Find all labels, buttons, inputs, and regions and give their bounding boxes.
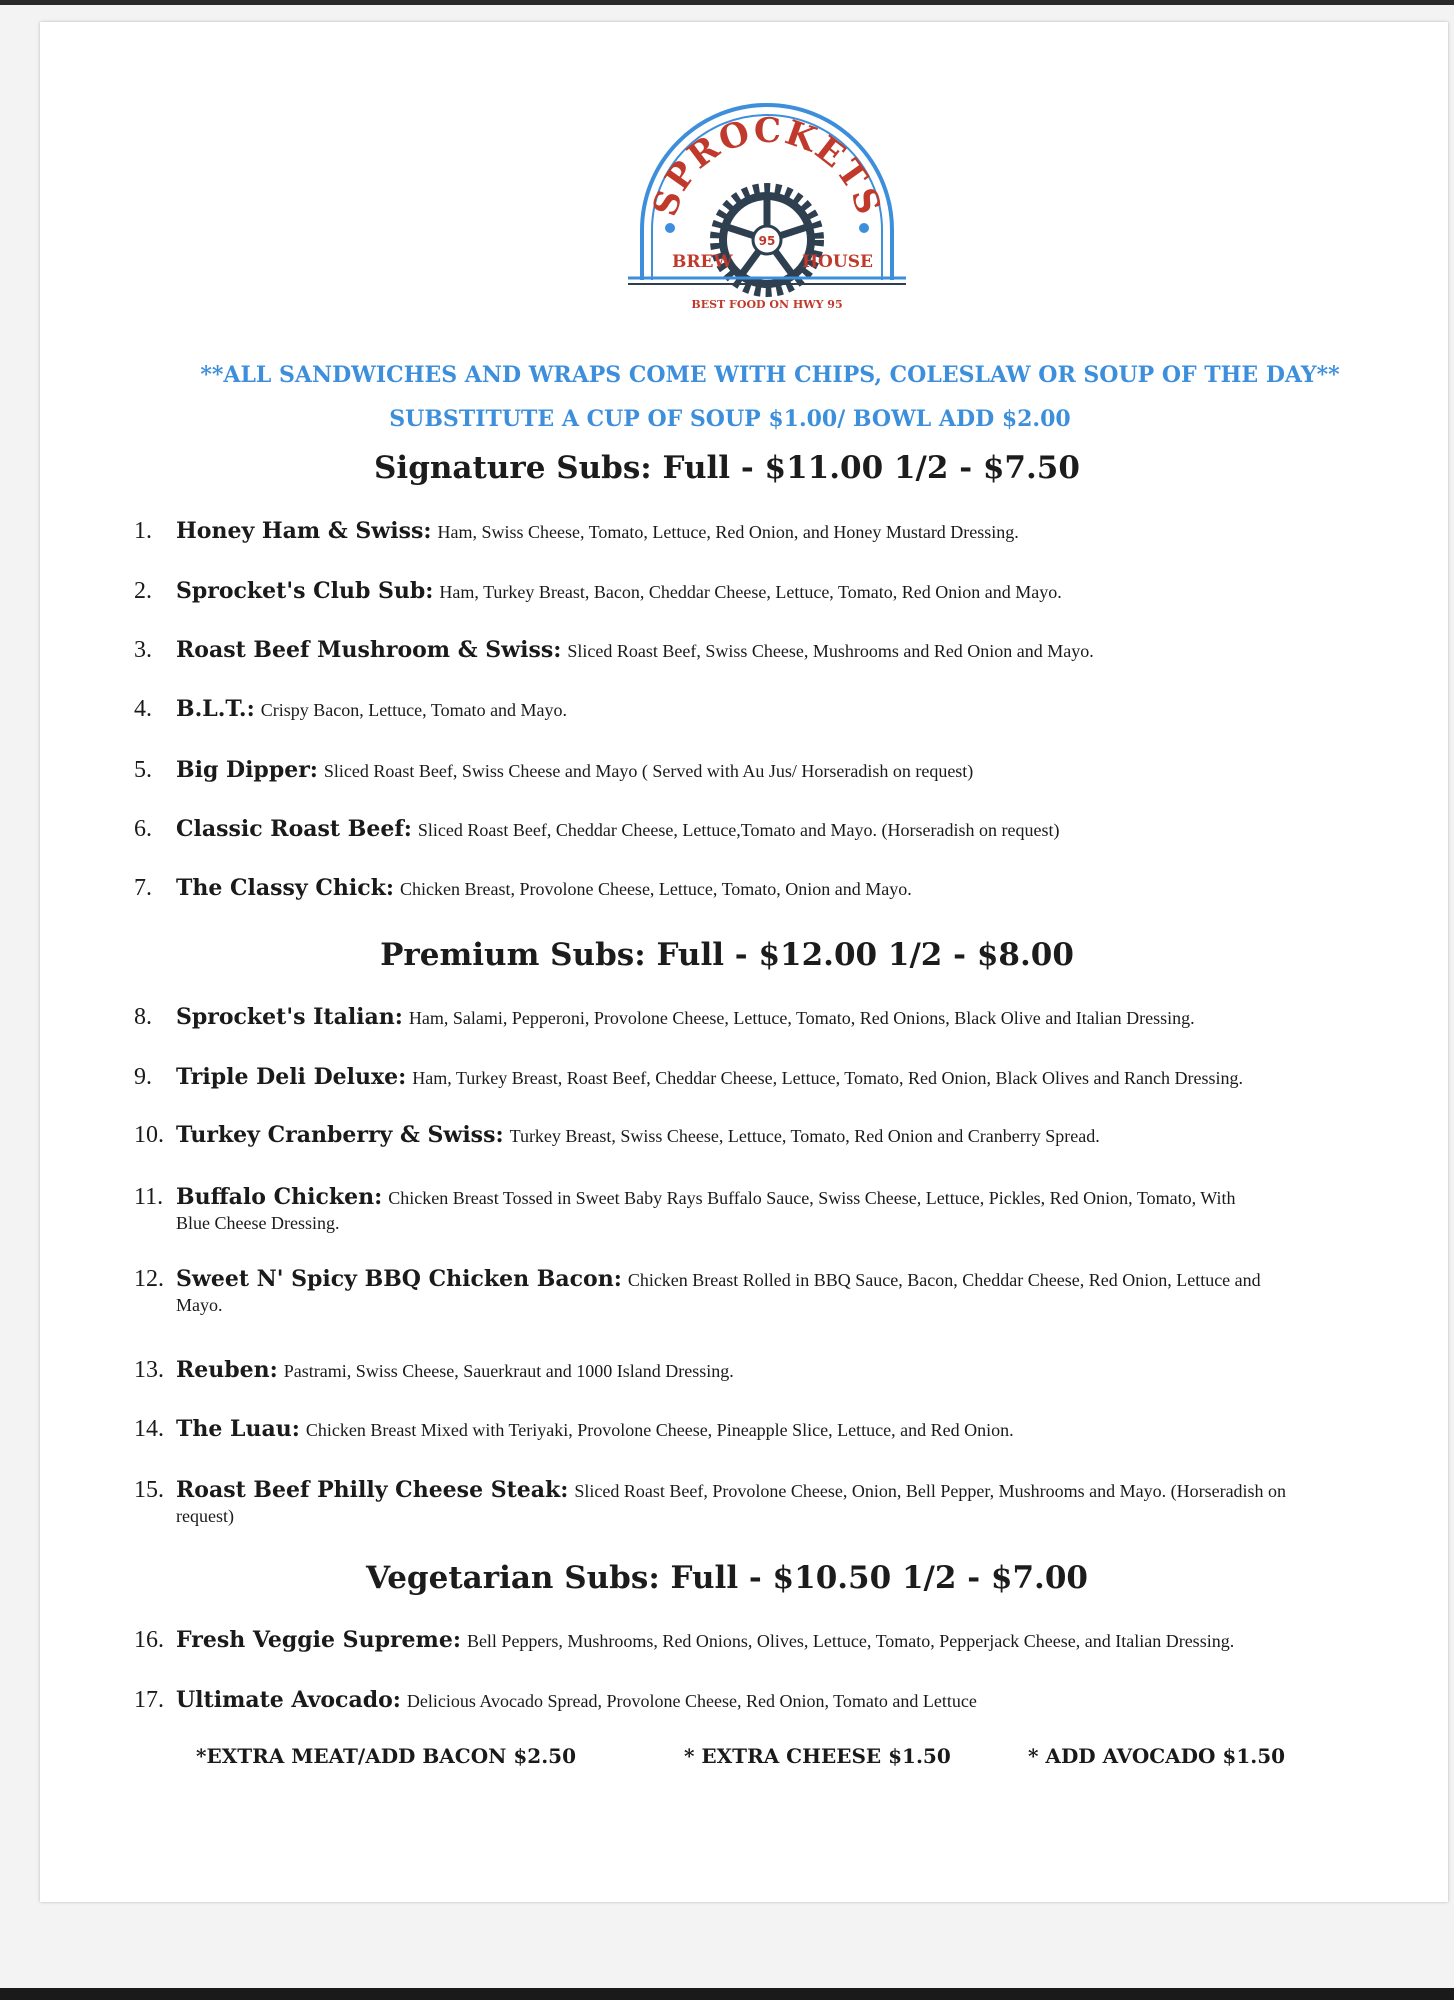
item-number: 10.: [134, 1122, 164, 1148]
item-name: Honey Ham & Swiss:: [176, 518, 432, 544]
item-description-continued: Mayo.: [176, 1295, 223, 1315]
item-name: Sprocket's Italian:: [176, 1004, 403, 1030]
menu-item: [134, 816, 1424, 843]
item-description: Sliced Roast Beef, Cheddar Cheese, Lettuce,Tomato and Mayo. (Horseradish on request): [417, 820, 1060, 840]
item-number: 15.: [134, 1477, 164, 1503]
menu-item: [134, 518, 1424, 545]
item-description: Turkey Breast, Swiss Cheese, Lettuce, Tomato, Red Onion and Cranberry Spread.: [509, 1126, 1100, 1146]
item-name: Fresh Veggie Supreme:: [176, 1627, 461, 1653]
item-description-continued: Blue Cheese Dressing.: [176, 1213, 340, 1233]
signature-subs-heading: Signature Subs: Full - $11.00 1/2 - $7.50: [374, 450, 1080, 486]
item-description: Ham, Salami, Pepperoni, Provolone Cheese, Lettuce, Tomato, Red Onions, Black Olive and Italian Dressing.: [408, 1008, 1195, 1028]
item-number: 6.: [134, 816, 152, 842]
item-number: 16.: [134, 1627, 164, 1653]
item-description: Crispy Bacon, Lettuce, Tomato and Mayo.: [260, 700, 568, 720]
item-number: 4.: [134, 696, 152, 722]
menu-item: [134, 1266, 1424, 1316]
menu-item: [134, 637, 1424, 664]
menu-item: [134, 1687, 1424, 1714]
item-name: B.L.T.:: [176, 696, 255, 722]
logo-name: SPROCKETS: [645, 110, 889, 222]
item-description: Ham, Turkey Breast, Bacon, Cheddar Cheese, Lettuce, Tomato, Red Onion and Mayo.: [439, 582, 1062, 602]
item-description: Chicken Breast, Provolone Cheese, Lettuce, Tomato, Onion and Mayo.: [399, 879, 912, 899]
menu-item: [134, 875, 1424, 902]
item-name: Big Dipper:: [176, 757, 318, 783]
item-name: Roast Beef Mushroom & Swiss:: [176, 637, 562, 663]
item-description: Pastrami, Swiss Cheese, Sauerkraut and 1000 Island Dressing.: [283, 1361, 734, 1381]
item-description: Sliced Roast Beef, Swiss Cheese, Mushrooms and Red Onion and Mayo.: [567, 641, 1094, 661]
menu-item: [134, 1004, 1424, 1031]
menu-item: [134, 1122, 1424, 1149]
item-number: 8.: [134, 1004, 152, 1030]
scan-top-edge: [0, 0, 1454, 5]
item-description: Chicken Breast Rolled in BBQ Sauce, Bacon, Cheddar Cheese, Red Onion, Lettuce and: [627, 1270, 1261, 1290]
menu-item: [134, 1064, 1424, 1091]
item-number: 17.: [134, 1687, 164, 1713]
item-number: 12.: [134, 1266, 164, 1292]
item-description: Ham, Turkey Breast, Roast Beef, Cheddar Cheese, Lettuce, Tomato, Red Onion, Black Olives and Ranch Dressing.: [412, 1068, 1243, 1088]
menu-item: [134, 1357, 1424, 1384]
item-name: Buffalo Chicken:: [176, 1184, 383, 1210]
menu-item: [134, 1184, 1424, 1234]
item-name: Roast Beef Philly Cheese Steak:: [176, 1477, 569, 1503]
menu-item: [134, 578, 1424, 605]
item-name: Triple Deli Deluxe:: [176, 1064, 407, 1090]
item-name: Ultimate Avocado:: [176, 1687, 401, 1713]
item-number: 14.: [134, 1416, 164, 1442]
item-number: 5.: [134, 757, 152, 783]
item-name: Sweet N' Spicy BBQ Chicken Bacon:: [176, 1266, 622, 1292]
add-avocado-price: * ADD AVOCADO $1.50: [1028, 1744, 1286, 1768]
menu-item: [134, 1627, 1424, 1654]
item-description: Bell Peppers, Mushrooms, Red Onions, Olives, Lettuce, Tomato, Pepperjack Cheese, and Italian Dressing.: [466, 1631, 1235, 1651]
menu-item: [134, 757, 1424, 784]
logo-badge: 95: [758, 234, 776, 248]
item-description: Delicious Avocado Spread, Provolone Cheese, Red Onion, Tomato and Lettuce: [406, 1691, 977, 1711]
extra-meat-price: *EXTRA MEAT/ADD BACON $2.50: [196, 1744, 576, 1768]
logo-house-text: HOUSE: [802, 252, 873, 272]
item-name: Classic Roast Beef:: [176, 816, 412, 842]
item-description: Sliced Roast Beef, Provolone Cheese, Onion, Bell Pepper, Mushrooms and Mayo. (Horseradish on: [574, 1481, 1287, 1501]
item-name: Turkey Cranberry & Swiss:: [176, 1122, 504, 1148]
sprocket-icon: [715, 188, 819, 292]
item-description: Chicken Breast Mixed with Teriyaki, Provolone Cheese, Pineapple Slice, Lettuce, and Red Onion.: [305, 1420, 1014, 1440]
vegetarian-subs-heading: Vegetarian Subs: Full - $10.50 1/2 - $7.00: [366, 1560, 1088, 1596]
item-name: Reuben:: [176, 1357, 278, 1383]
item-number: 7.: [134, 875, 152, 901]
item-description: Chicken Breast Tossed in Sweet Baby Rays Buffalo Sauce, Swiss Cheese, Lettuce, Pickles, Red Onion, Tomato, With: [388, 1188, 1236, 1208]
item-description: Sliced Roast Beef, Swiss Cheese and Mayo ( Served with Au Jus/ Horseradish on request): [323, 761, 974, 781]
item-name: The Classy Chick:: [176, 875, 394, 901]
sides-notice: **ALL SANDWICHES AND WRAPS COME WITH CHIPS, COLESLAW OR SOUP OF THE DAY**: [200, 362, 1340, 388]
item-number: 3.: [134, 637, 152, 663]
logo-tagline: BEST FOOD ON HWY 95: [691, 298, 843, 311]
menu-item: [134, 696, 1424, 723]
extra-cheese-price: * EXTRA CHEESE $1.50: [684, 1744, 951, 1768]
premium-subs-heading: Premium Subs: Full - $12.00 1/2 - $8.00: [380, 937, 1074, 973]
item-number: 9.: [134, 1064, 152, 1090]
item-description-continued: request): [176, 1506, 234, 1526]
item-name: The Luau:: [176, 1416, 300, 1442]
logo-graphic: [622, 90, 912, 320]
item-number: 11.: [134, 1184, 164, 1210]
scan-bottom-edge: [0, 1988, 1454, 2000]
item-number: 13.: [134, 1357, 164, 1383]
logo-brew-text: BREW: [672, 252, 733, 272]
item-name: Sprocket's Club Sub:: [176, 578, 434, 604]
soup-substitute-notice: SUBSTITUTE A CUP OF SOUP $1.00/ BOWL ADD $2.00: [389, 406, 1071, 432]
item-description: Ham, Swiss Cheese, Tomato, Lettuce, Red Onion, and Honey Mustard Dressing.: [437, 522, 1019, 542]
menu-item: [134, 1416, 1424, 1443]
item-number: 1.: [134, 518, 152, 544]
sprockets-logo: [622, 90, 912, 320]
menu-item: [134, 1477, 1424, 1527]
item-number: 2.: [134, 578, 152, 604]
